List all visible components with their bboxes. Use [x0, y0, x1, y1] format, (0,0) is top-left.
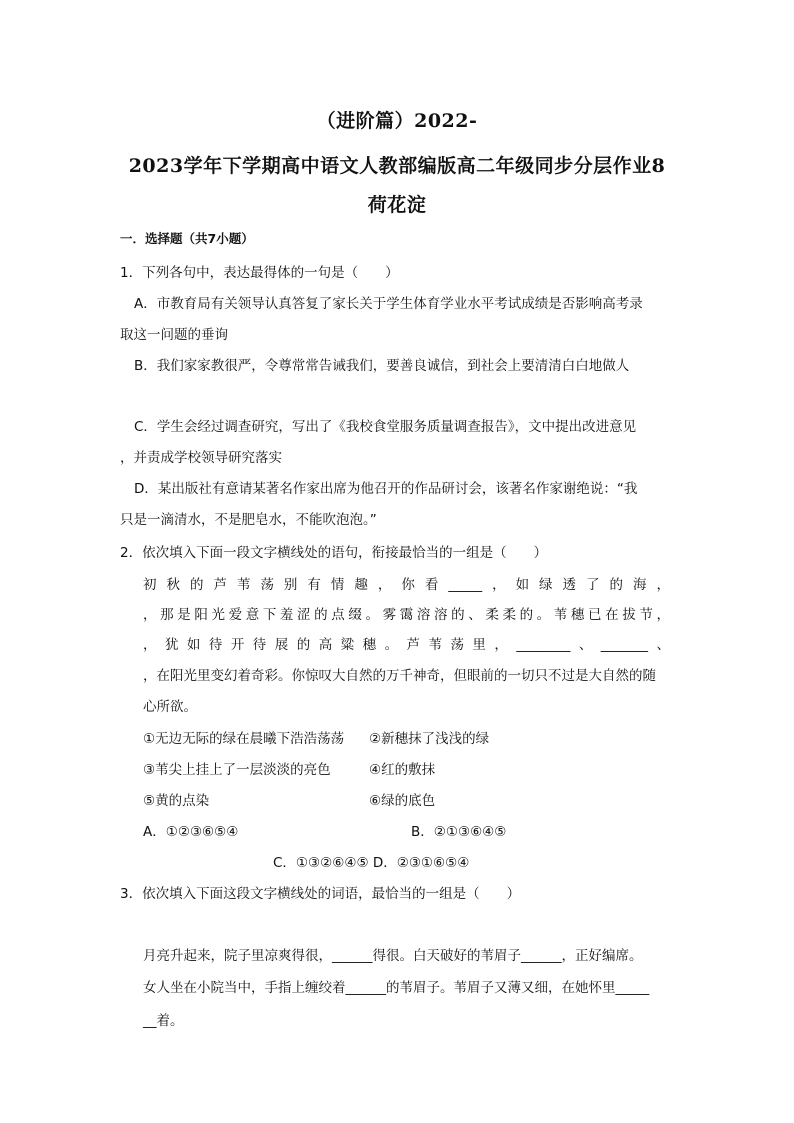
- section-heading: 一．选择题（共7小题）: [120, 231, 254, 246]
- q1-option-a-line1: A．市教育局有关领导认真答复了家长关于学生体育学业水平考试成绩是否影响高考录: [134, 296, 643, 312]
- q2-choice-b: B．②①③⑥④⑤: [411, 824, 507, 840]
- q3-passage-line2: 女人坐在小院当中，手指上缠绞着______的苇眉子。苇眉子又薄又细，在她怀里_____: [143, 980, 650, 996]
- q2-passage-line3: ，犹如待开待展的高粱穗。芦苇荡里，________、_______、: [143, 637, 670, 653]
- q2-item-6: ⑥绿的底色: [369, 793, 436, 809]
- q1-stem: 1．下列各句中，表达最得体的一句是（ ）: [120, 265, 399, 281]
- q3-passage-line1: 月亮升起来，院子里凉爽得很，______得很。白天破好的苇眉子______，正好编席。: [143, 948, 643, 964]
- q1-option-a-line2: 取这一问题的垂询: [120, 327, 228, 343]
- q2-item-4: ④红的敷抹: [369, 762, 436, 778]
- q2-choice-c-d: C．①③②⑥④⑤ D．②③①⑥⑤④: [273, 855, 470, 871]
- document-title-line-1: （进阶篇）2022-: [316, 110, 478, 132]
- document-title-line-2: 2023学年下学期高中语文人教部编版高二年级同步分层作业8: [128, 155, 666, 177]
- q1-option-b: B．我们家家教很严，令尊常常告诫我们，要善良诚信，到社会上要清清白白地做人: [134, 358, 630, 374]
- q1-option-d-line1: D．某出版社有意请某著名作家出席为他召开的作品研讨会，该著名作家谢绝说：“我: [134, 481, 638, 497]
- q2-passage-line1: 初秋的芦苇荡别有情趣，你看_____，如绿透了的海，: [143, 577, 670, 593]
- document-title-line-3: 荷花淀: [367, 194, 427, 216]
- q2-passage-line4: ，在阳光里变幻着奇彩。你惊叹大自然的万千神奇，但眼前的一切只不过是大自然的随: [143, 668, 656, 684]
- q3-passage-line3: __着。: [143, 1013, 184, 1029]
- q2-item-3: ③苇尖上挂上了一层淡淡的亮色: [143, 762, 331, 778]
- q1-option-d-line2: 只是一滴清水，不是肥皂水，不能吹泡泡。”: [120, 512, 377, 528]
- q2-passage-line2: ，那是阳光爱意下羞涩的点缀。雾霭溶溶的、柔柔的。苇穗已在拔节，: [143, 607, 670, 623]
- q2-item-5: ⑤黄的点染: [143, 793, 210, 809]
- q2-passage-line5: 心所欲。: [143, 699, 197, 715]
- q2-choice-a: A．①②③⑥⑤④: [143, 824, 239, 840]
- q2-stem: 2．依次填入下面一段文字横线处的语句，衔接最恰当的一组是（ ）: [120, 545, 548, 561]
- q3-stem: 3．依次填入下面这段文字横线处的词语，最恰当的一组是（ ）: [120, 886, 521, 902]
- q2-item-2: ②新穗抹了浅浅的绿: [369, 731, 490, 747]
- q1-option-c-line2: ，并责成学校领导研究落实: [120, 450, 282, 466]
- q2-item-1: ①无边无际的绿在晨曦下浩浩荡荡: [143, 731, 345, 747]
- q1-option-c-line1: C．学生会经过调查研究，写出了《我校食堂服务质量调查报告》，文中提出改进意见: [134, 419, 637, 435]
